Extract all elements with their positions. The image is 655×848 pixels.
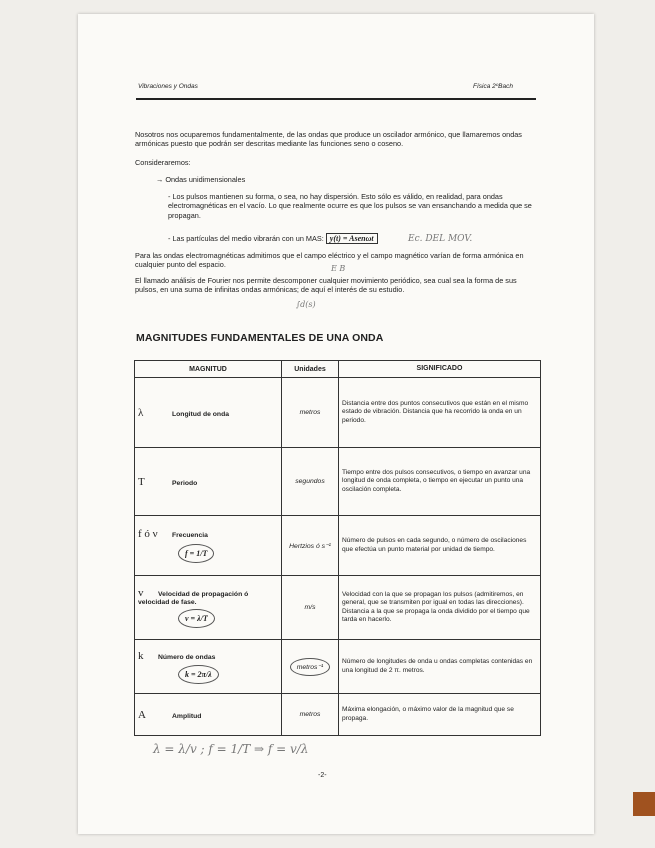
unit-cell: metros	[282, 378, 339, 448]
meaning-cell: Velocidad con la que se propagan los pulsos (admitiremos, en general, que se transmiten por igual en todas las direcciones). Distancia a la que se propaga la onda dividido por el tiempo que tarda en hacerlo.	[339, 576, 541, 640]
magnitude-name: Periodo	[172, 479, 198, 487]
meaning-cell: Número de longitudes de onda u ondas completas contenidas en una longitud de 2 π. metros.	[339, 640, 541, 694]
table-row	[135, 516, 541, 576]
magnitude-symbol: k	[138, 649, 144, 662]
magnitude-cell	[135, 694, 282, 736]
handwritten-bottom-formula: λ = λ/v ; f = 1/T ⇒ f = v/λ	[153, 742, 309, 756]
meaning-cell: Máxima elongación, o máximo valor de la magnitud que se propaga.	[339, 694, 541, 736]
table-row	[135, 694, 541, 736]
magnitude-name: Velocidad de propagación ó velocidad de fase.	[138, 591, 249, 606]
em-paragraph: Para las ondas electromagnéticas admitimos que el campo eléctrico y el campo magnético varían de forma armónica en cualquier punto del espacio.	[135, 251, 524, 270]
bullet-unidimensional: → Ondas unidimensionales	[156, 175, 246, 184]
magnitude-name: Amplitud	[172, 712, 202, 720]
magnitude-symbol: A	[138, 708, 146, 721]
magnitude-cell	[135, 378, 282, 448]
magnitude-cell	[135, 576, 282, 640]
header-unidades: Unidades	[282, 361, 339, 378]
fourier-paragraph: El llamado análisis de Fourier nos permite descomponer cualquier movimiento periódico, sea cual sea la forma de sus pulsos, en una suma de infinitas ondas armónicas; de aquí el interés de su estudio.	[135, 276, 517, 295]
table-row	[135, 378, 541, 448]
header-magnitud: MAGNITUD	[135, 361, 282, 378]
unit-cell	[282, 640, 339, 694]
magnitude-symbol: λ	[138, 406, 144, 419]
section-title: MAGNITUDES FUNDAMENTALES DE UNA ONDA	[136, 332, 384, 344]
mas-formula: y(t) = Asenωt	[326, 233, 378, 244]
consider-label: Consideraremos:	[135, 158, 191, 167]
intro-paragraph: Nosotros nos ocuparemos fundamentalmente, de las ondas que produce un oscilador armónico, que llamaremos ondas armónicas puesto que podrán ser descritas mediante las funciones seno o coseno.	[135, 130, 522, 149]
table-row	[135, 576, 541, 640]
handwritten-integral: ∫d(s)	[296, 300, 316, 309]
page-number: -2-	[318, 772, 327, 779]
magnitude-symbol: T	[138, 475, 145, 488]
velocity-formula: v = λ/T	[178, 609, 215, 628]
wavenumber-unit: metros⁻¹	[290, 658, 331, 676]
magnitude-name: Longitud de onda	[172, 410, 230, 418]
table-row	[135, 640, 541, 694]
header-left: Vibraciones y Ondas	[138, 83, 198, 90]
handwritten-fields: E B	[331, 264, 346, 273]
magnitude-cell	[135, 516, 282, 576]
magnitudes-table	[134, 360, 541, 736]
handwritten-note-ec: Ec. DEL MOV.	[408, 234, 473, 244]
meaning-cell: Número de pulsos en cada segundo, o número de oscilaciones que efectúa un punto material por unidad de tiempo.	[339, 516, 541, 576]
magnitude-symbol: v	[138, 587, 144, 599]
magnitude-symbol: f ó ν	[138, 528, 158, 540]
dash-dispersion: - Los pulsos mantienen su forma, o sea, no hay dispersión. Esto sólo es válido, en realidad, para ondas electromagnéticas en el vacío. Lo que realmente ocurre es que los pulsos se van ensanchando a medida que se propagan.	[168, 192, 532, 220]
wavenumber-formula: k = 2π/λ	[178, 665, 219, 684]
frequency-formula: f = 1/T	[178, 544, 214, 563]
magnitude-cell	[135, 448, 282, 516]
header-significado: SIGNIFICADO	[339, 361, 541, 378]
header-rule	[136, 98, 536, 100]
unit-cell: m/s	[282, 576, 339, 640]
dash-mas: - Las partículas del medio vibrarán con un MAS: y(t) = Asenωt	[168, 233, 540, 244]
document-page	[78, 14, 594, 834]
table-header-row	[135, 361, 541, 378]
meaning-cell: Distancia entre dos puntos consecutivos que están en el mismo estado de vibración. Distancia que ha recorrido la onda en un periodo.	[339, 378, 541, 448]
magnitude-name: Frecuencia	[172, 532, 208, 539]
magnitude-cell	[135, 640, 282, 694]
table-row	[135, 448, 541, 516]
header-right: Física 2ºBach	[473, 83, 513, 90]
scan-edge-mark	[633, 792, 655, 816]
unit-cell: segundos	[282, 448, 339, 516]
unit-cell: Hertzios ó s⁻¹	[282, 516, 339, 576]
meaning-cell: Tiempo entre dos pulsos consecutivos, o tiempo en avanzar una longitud de onda completa, o tiempo en ejecutar un punto una oscilación completa.	[339, 448, 541, 516]
magnitude-name: Número de ondas	[158, 653, 216, 661]
unit-cell: metros	[282, 694, 339, 736]
